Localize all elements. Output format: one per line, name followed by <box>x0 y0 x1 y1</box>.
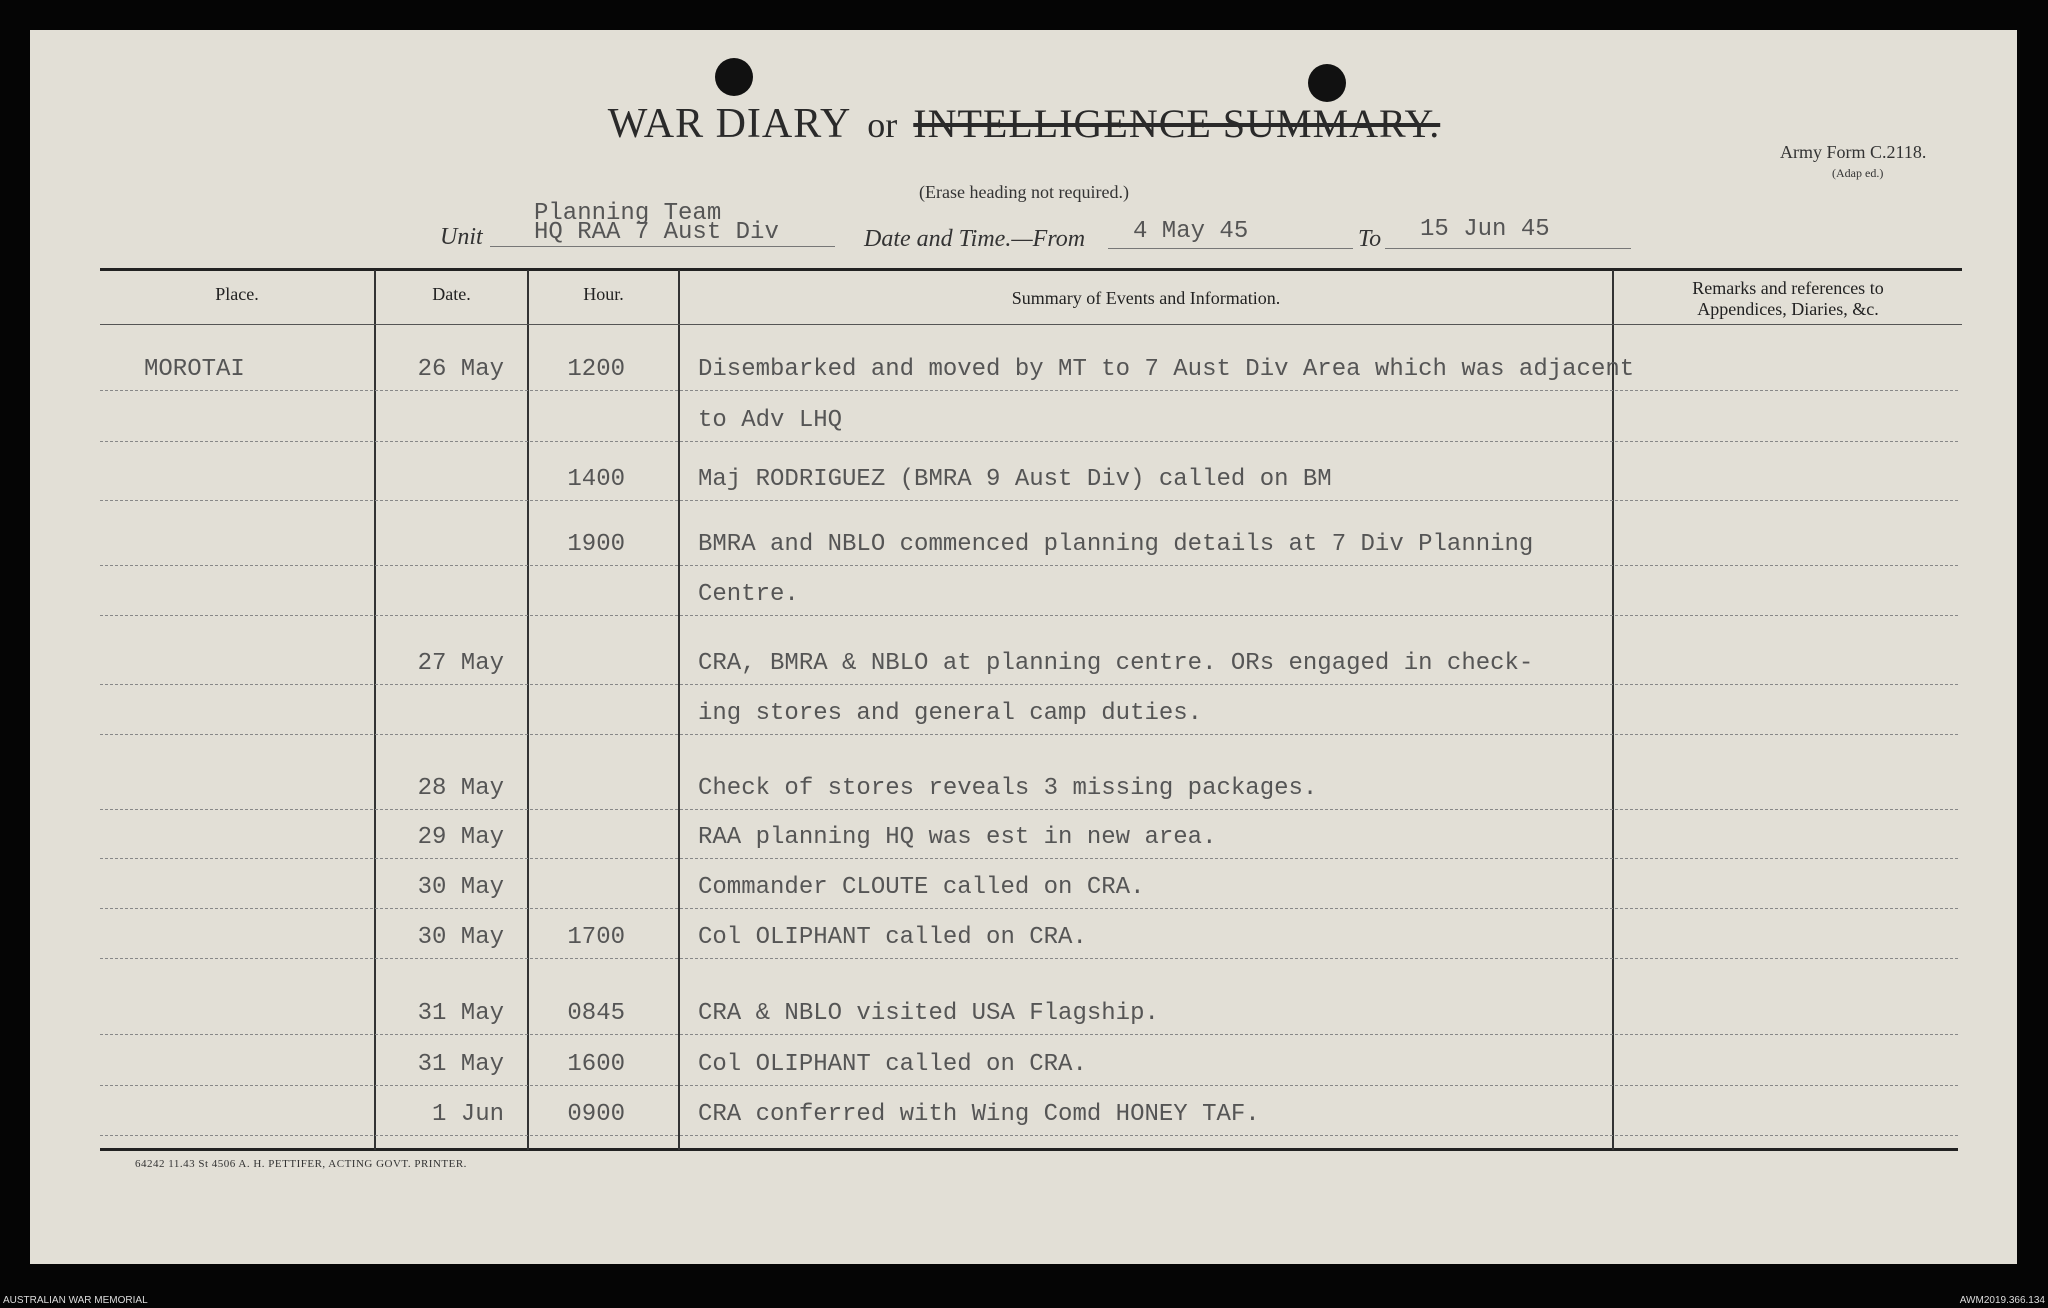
entry-rule <box>100 858 1958 859</box>
unit-label: Unit <box>440 224 483 250</box>
archive-credit: AUSTRALIAN WAR MEMORIAL <box>3 1295 148 1306</box>
entry-hour: 1700 <box>567 924 625 951</box>
entry-date: 28 May <box>417 775 504 802</box>
entry-date: 31 May <box>417 1000 504 1027</box>
unit-line2: HQ RAA 7 Aust Div <box>534 219 779 246</box>
printer-imprint: 64242 11.43 St 4506 A. H. PETTIFER, ACTING GOVT. PRINTER. <box>135 1158 467 1170</box>
entry-summary: Check of stores reveals 3 missing packages. <box>698 775 1318 802</box>
table-bottom-rule <box>100 1148 1958 1151</box>
column-divider-place <box>374 270 376 1150</box>
form-id: Army Form C.2118. <box>1780 142 1927 162</box>
entry-date: 30 May <box>417 874 504 901</box>
title-intelligence-summary: INTELLIGENCE SUMMARY. <box>913 101 1441 146</box>
unit-line1: Planning Team <box>534 200 722 227</box>
entry-hour: 0845 <box>567 1000 625 1027</box>
entry-summary: Commander CLOUTE called on CRA. <box>698 874 1145 901</box>
entry-summary: Col OLIPHANT called on CRA. <box>698 1051 1087 1078</box>
date-to-value: 15 Jun 45 <box>1420 216 1550 243</box>
header-remarks-line1: Remarks and references to <box>1692 278 1884 298</box>
entry-summary: Col OLIPHANT called on CRA. <box>698 924 1087 951</box>
entry-date: 31 May <box>417 1051 504 1078</box>
date-to-underline <box>1385 248 1631 249</box>
entry-rule <box>100 908 1958 909</box>
entry-rule <box>100 500 1958 501</box>
date-from-underline <box>1108 248 1353 249</box>
entry-summary: Disembarked and moved by MT to 7 Aust Div Area which was adjacent <box>698 356 1635 383</box>
date-from-value: 4 May 45 <box>1133 218 1249 245</box>
entry-rule <box>100 734 1958 735</box>
unit-underline <box>490 246 835 247</box>
erase-note: (Erase heading not required.) <box>919 182 1129 202</box>
entry-rule <box>100 809 1958 810</box>
entry-date: 27 May <box>417 650 504 677</box>
entry-date: 29 May <box>417 824 504 851</box>
entry-rule <box>100 565 1958 566</box>
entry-rule <box>100 958 1958 959</box>
entry-hour: 1600 <box>567 1051 625 1078</box>
header-place: Place. <box>215 284 259 304</box>
entry-hour: 1400 <box>567 466 625 493</box>
entry-summary: to Adv LHQ <box>698 407 843 434</box>
form-sub: (Adap ed.) <box>1832 166 1884 180</box>
title-war-diary: WAR DIARY <box>607 101 852 147</box>
entry-rule <box>100 684 1958 685</box>
form-title <box>0 100 2048 148</box>
entry-hour: 1900 <box>567 531 625 558</box>
table-top-rule <box>100 268 1962 271</box>
entry-summary: RAA planning HQ was est in new area. <box>698 824 1217 851</box>
entry-summary: CRA & NBLO visited USA Flagship. <box>698 1000 1159 1027</box>
entry-rule <box>100 390 1958 391</box>
date-from-label: Date and Time.—From <box>864 226 1086 252</box>
punch-hole-right <box>1308 64 1346 102</box>
entry-summary: CRA conferred with Wing Comd HONEY TAF. <box>698 1101 1260 1128</box>
entry-rule <box>100 1034 1958 1035</box>
entry-hour: 0900 <box>567 1101 625 1128</box>
title-or: or <box>867 105 898 145</box>
punch-hole-left <box>715 58 753 96</box>
header-remarks-line2: Appendices, Diaries, &c. <box>1697 299 1879 319</box>
entry-rule <box>100 1085 1958 1086</box>
entry-date: 1 Jun <box>431 1101 504 1128</box>
entry-date: 26 May <box>417 356 504 383</box>
archive-reference: AWM2019.366.134 <box>1959 1295 2045 1306</box>
header-rule <box>100 324 1962 325</box>
entry-date: 30 May <box>417 924 504 951</box>
entry-place: MOROTAI <box>144 356 245 383</box>
entry-summary: Maj RODRIGUEZ (BMRA 9 Aust Div) called on BM <box>698 466 1332 493</box>
entry-summary: BMRA and NBLO commenced planning details at 7 Div Planning <box>698 531 1534 558</box>
header-summary: Summary of Events and Information. <box>1011 288 1281 308</box>
date-to-label: To <box>1358 226 1382 252</box>
entry-rule <box>100 615 1958 616</box>
column-divider-hour <box>678 270 680 1150</box>
entry-summary: Centre. <box>698 581 799 608</box>
header-hour: Hour. <box>583 284 624 304</box>
diary-page <box>30 30 2017 1264</box>
entry-hour: 1200 <box>567 356 625 383</box>
entry-rule <box>100 1135 1958 1136</box>
entry-rule <box>100 441 1958 442</box>
entry-summary: ing stores and general camp duties. <box>698 700 1203 727</box>
header-date: Date. <box>432 284 471 304</box>
entry-summary: CRA, BMRA & NBLO at planning centre. ORs engaged in check- <box>698 650 1534 677</box>
